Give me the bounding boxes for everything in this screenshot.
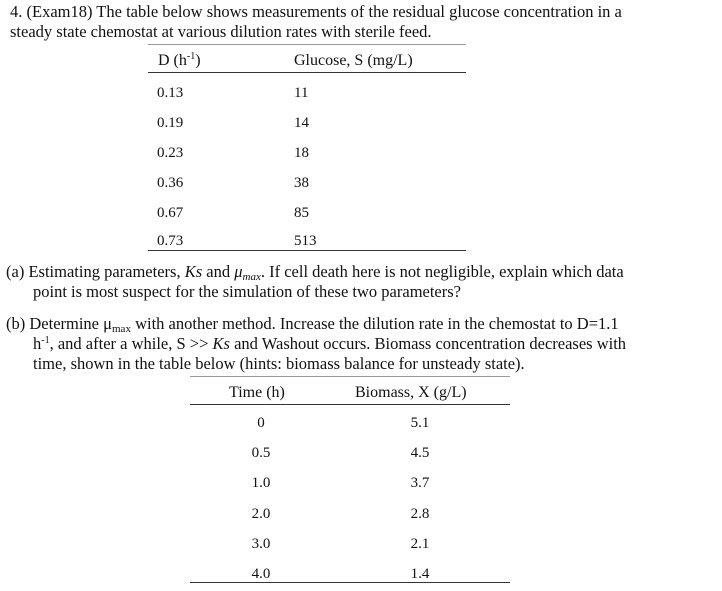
table2-cell-biomass: 5.1 [410, 415, 430, 431]
table1-top-rule [148, 44, 466, 45]
question-line-1: 4. (Exam18) The table below shows measurements of the residual glucose concentration in a [10, 2, 622, 21]
table1-cell-d: 0.36 [157, 175, 184, 191]
part-a-line-2: point is most suspect for the simulation of these two parameters? [33, 282, 461, 301]
table2-header-biomass: Biomass, X (g/L) [355, 384, 467, 401]
table2-cell-time: 0.5 [251, 445, 271, 461]
table1-header-glucose: Glucose, S (mg/L) [294, 52, 413, 69]
table2-cell-biomass: 1.4 [410, 566, 430, 582]
part-b-line-1: (b) Determine $\mu_{max}$ with another method. Increase the dilution rate in the chemostat to D=1.1 [6, 314, 619, 335]
table2-cell-biomass: 2.8 [410, 506, 430, 522]
part-b-label: (b) [6, 314, 26, 333]
table2-cell-biomass: 2.1 [410, 536, 430, 552]
table2-bottom-rule [190, 582, 510, 583]
part-a-label: (a) [6, 262, 25, 281]
table2-cell-time: 1.0 [251, 475, 271, 491]
table1-cell-d: 0.13 [157, 85, 184, 101]
question-line-2: steady state chemostat at various dilution rates with sterile feed. [10, 22, 432, 41]
part-b-line-2: $h^{-1}$, and after a while, S >> Ks and Washout occurs. Biomass concentration decreases with [33, 334, 627, 353]
table2-cell-time: 0 [257, 415, 265, 431]
table1-cell-d: 0.23 [157, 145, 184, 161]
table2-top-rule [190, 376, 510, 377]
table1-cell-s: 38 [294, 175, 309, 191]
table1-cell-d: 0.19 [157, 115, 184, 131]
table1-header-dilution: D $(h^{-1})$ [158, 51, 201, 69]
table2-header-rule [190, 404, 510, 405]
table1-cell-d: 0.67 [157, 205, 184, 221]
table2-cell-time: 2.0 [251, 506, 271, 522]
table1-cell-d: 0.73 [157, 233, 184, 249]
part-a-line-1: (a) Estimating parameters, Ks and $\mu_{max}$. If cell death here is not negligible, explain which data [6, 262, 624, 283]
table1-cell-s: 18 [294, 145, 309, 161]
table2-cell-biomass: 3.7 [410, 475, 430, 491]
table1-bottom-rule [148, 250, 466, 251]
table2-cell-time: 4.0 [251, 566, 271, 582]
part-b-line-3: time, shown in the table below (hints: biomass balance for unsteady state). [33, 354, 525, 373]
table1-cell-s: 11 [294, 85, 309, 101]
table2-cell-time: 3.0 [251, 536, 271, 552]
table2-cell-biomass: 4.5 [410, 445, 430, 461]
table1-header-rule [148, 72, 466, 73]
table1-cell-s: 85 [294, 205, 309, 221]
table2-header-time: Time (h) [229, 384, 285, 401]
table1-cell-s: 14 [294, 115, 309, 131]
table1-cell-s: 513 [294, 233, 317, 249]
